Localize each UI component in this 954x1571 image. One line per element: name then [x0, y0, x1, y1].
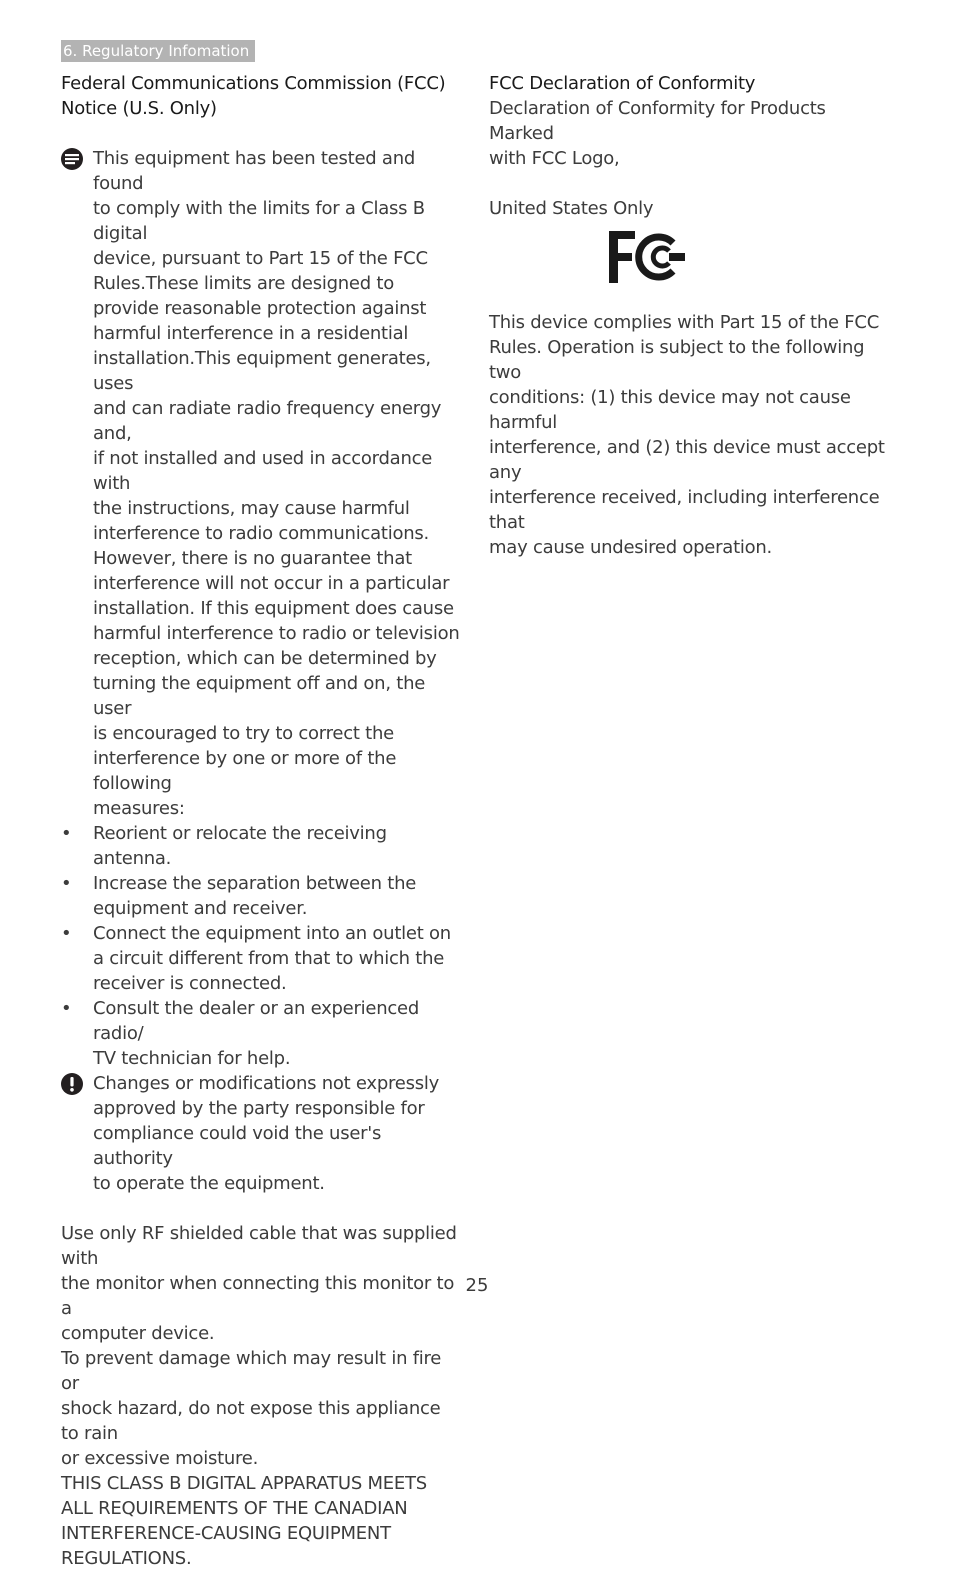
note-icon [61, 148, 83, 170]
list-item [61, 921, 463, 996]
bullet-marker: • [61, 873, 72, 894]
warning-text: Changes or modifications not expressly approved by the party responsible for compliance could void the user's authority to operate the equipment. [93, 1073, 439, 1194]
section-label: 6. Regulatory Infomation [61, 40, 255, 62]
declaration-title: FCC Declaration of Conformity [489, 73, 756, 94]
damage-paragraph: To prevent damage which may result in fire or shock hazard, do not expose this appliance to rain or excessive moisture. [61, 1348, 442, 1469]
bullet-text: Increase the separation between the equipment and receiver. [93, 873, 417, 919]
right-column [489, 71, 889, 560]
list-item [61, 821, 463, 871]
bullet-text: Reorient or relocate the receiving antenna. [93, 823, 387, 869]
bullet-text: Consult the dealer or an experienced radio/ TV technician for help. [93, 998, 420, 1069]
note-text: This equipment has been tested and found to comply with the limits for a Class B digital device, pursuant to Part 15 of the FCC Rules.These limits are designed to provide reasonable protection against harmful interference in a residential installation.This equipment generates, uses and can radiate radio frequency energy and, if not installed and used in accordance with the instructions, may cause harmful interference to radio communications. However, there is no guarantee that interference will not occur in a particular installation. If this equipment does cause harmful interference to radio or television reception, which can be determined by turning the equipment off and on, the user is encouraged to try to correct the interference by one or more of the following measures: [93, 148, 460, 819]
bullet-marker: • [61, 998, 72, 1019]
bullet-marker: • [61, 923, 72, 944]
class-b-paragraph: THIS CLASS B DIGITAL APPARATUS MEETS ALL REQUIREMENTS OF THE CANADIAN INTERFERENCE-CAUSING EQUIPMENT REGULATIONS. [61, 1473, 427, 1569]
fcc-warning [61, 1071, 463, 1196]
page-number: 25 [465, 1275, 489, 1296]
bullet-text: Connect the equipment into an outlet on a circuit different from that to which the receiver is connected. [93, 923, 451, 994]
compliance-paragraph: This device complies with Part 15 of the FCC Rules. Operation is subject to the following two conditions: (1) this device may not cause harmful interference, and (2) this device must accept any interference received, including interference that may cause undesired operation. [489, 312, 885, 558]
declaration-subtitle: Declaration of Conformity for Products Marked with FCC Logo, [489, 98, 826, 169]
fcc-logo [607, 229, 687, 285]
bullet-marker: • [61, 823, 72, 844]
list-item [61, 996, 463, 1071]
fcc-notice-note [61, 146, 463, 821]
left-column [61, 71, 463, 1571]
list-item [61, 871, 463, 921]
fcc-notice-title: Federal Communications Commission (FCC) Notice (U.S. Only) [61, 73, 446, 119]
region-label: United States Only [489, 198, 654, 219]
rf-cable-paragraph: Use only RF shielded cable that was supplied with the monitor when connecting this monitor to a computer device. [61, 1223, 457, 1344]
warning-icon [61, 1073, 83, 1095]
measures-list [61, 821, 463, 1071]
